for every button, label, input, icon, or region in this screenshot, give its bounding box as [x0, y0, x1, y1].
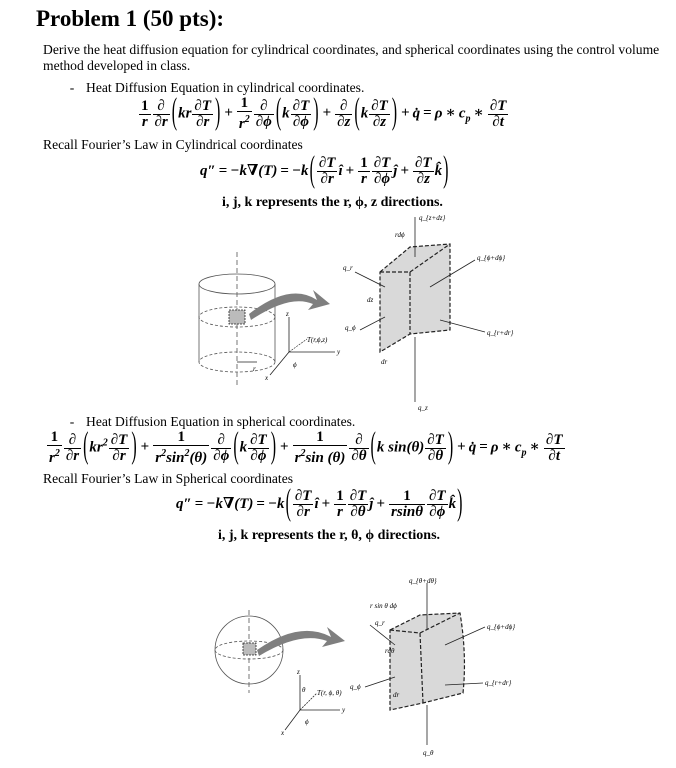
svg-text:q_r: q_r [375, 619, 385, 627]
cyl-label-T: T(r,ϕ,z) [307, 336, 328, 344]
spherical-bullet-text: Heat Diffusion Equation in spherical coordinates. [86, 414, 356, 429]
svg-text:rdϕ: rdϕ [395, 231, 405, 239]
svg-text:dr: dr [393, 691, 400, 699]
cylindrical-heat-equation: $\frac{1}{r}$ $\frac{\partial}{\partial r}$ (kr $\frac{\partial T}{\partial r}$ ) + $\frac{1}{r^2}$ $\frac{\partial}{\partial\phi}$ (k $\frac{\partial T}{\partial\phi}$ ) + $\frac{\partial}{\partial z}$ (k $\frac{\partial T}{\partial z}$ ) + q̇ = ρ ∗ $c_p$ ∗ $\frac{\partial T}{\partial t}$ [141, 93, 507, 133]
cylindrical-element [380, 244, 450, 352]
cylindrical-control-volume-figure [195, 212, 525, 412]
svg-text:q_ϕ: q_ϕ [350, 683, 361, 691]
spherical-bullet: - Heat Diffusion Equation in spherical coordinates. [69, 414, 356, 429]
svg-text:x: x [281, 729, 285, 737]
svg-text:q_{z+dz}: q_{z+dz} [419, 214, 446, 222]
svg-text:rdθ: rdθ [385, 647, 395, 655]
svg-text:q_{r+dr}: q_{r+dr} [485, 679, 512, 687]
svg-text:z: z [297, 668, 300, 676]
svg-text:q_{ϕ+dϕ}: q_{ϕ+dϕ} [477, 254, 506, 262]
svg-text:z: z [286, 310, 289, 318]
spherical-represents: i, j, k represents the r, θ, ϕ directions. [218, 528, 441, 543]
spherical-heat-equation: $\frac{1}{r^2}$ $\frac{\partial}{\partial r}$ ($kr^2$ $\frac{\partial T}{\partial r}$ ) + $\frac{1}{r^2\sin^2(\theta)}$ $\frac{\partial}{\partial\phi}$ (k $\frac{\partial T}{\partial\phi}$ ) + $\frac{1}{r^2\sin (\theta)}$ $\frac{\partial}{\partial\theta}$ (k sin(θ) $\frac{\partial T}{\partial\theta}$ ) + q̇ = ρ ∗ $c_p$ ∗ $\frac{\partial T}{\partial t}$ [49, 427, 563, 467]
problem-intro: Derive the heat diffusion equation for cylindrical coordinates, and spherical coordinates using the control volume method developed in class. [43, 42, 660, 73]
big-arrow-icon [249, 290, 330, 320]
svg-text:ϕ: ϕ [305, 718, 309, 726]
svg-text:r sin θ dϕ: r sin θ dϕ [370, 602, 397, 610]
svg-text:y: y [342, 706, 346, 714]
svg-text:q_{r+dr}: q_{r+dr} [487, 329, 514, 337]
svg-text:dz: dz [367, 296, 374, 304]
svg-text:y: y [337, 348, 341, 356]
svg-text:q_{θ+dθ}: q_{θ+dθ} [409, 577, 437, 585]
spherical-control-volume-figure [205, 575, 525, 760]
svg-text:q_z: q_z [418, 404, 428, 412]
svg-text:θ: θ [302, 686, 306, 694]
spherical-fourier-law: q″ = −k∇(T) = −k( $\frac{\partial T}{\partial r}$ î + $\frac{1}{r}$ $\frac{\partial T}{\partial\theta}$ ĵ + $\frac{1}{rsin\theta}$ $\frac{\partial T}{\partial\phi}$ k̂) [176, 483, 463, 523]
cylindrical-bullet-text: Heat Diffusion Equation in cylindrical coordinates. [86, 80, 365, 95]
cylindrical-recall: Recall Fourier’s Law in Cylindrical coordinates [43, 137, 303, 152]
cylindrical-represents: i, j, k represents the r, ϕ, z directions. [222, 195, 443, 210]
svg-text:q_r: q_r [343, 264, 353, 272]
svg-text:x: x [265, 374, 269, 382]
big-arrow-icon [257, 627, 345, 656]
cylindrical-bullet: - Heat Diffusion Equation in cylindrical coordinates. [69, 80, 365, 95]
svg-text:q_ϕ: q_ϕ [345, 324, 356, 332]
svg-text:ϕ: ϕ [293, 361, 297, 369]
cyl-label-r: r [253, 365, 256, 373]
svg-text:q_{ϕ+dϕ}: q_{ϕ+dϕ} [487, 623, 516, 631]
svg-text:q_θ: q_θ [423, 749, 434, 757]
svg-text:dr: dr [381, 358, 388, 366]
cylindrical-fourier-law: q″ = −k∇(T) = −k( $\frac{\partial T}{\partial r}$ î + $\frac{1}{r}$ $\frac{\partial T}{\partial\phi}$ ĵ + $\frac{\partial T}{\partial z}$ k̂) [200, 150, 449, 190]
spherical-recall: Recall Fourier’s Law in Spherical coordinates [43, 471, 294, 486]
problem-title: Problem 1 (50 pts): [36, 6, 225, 31]
sph-label-T: T(r, ϕ, θ) [317, 689, 342, 697]
